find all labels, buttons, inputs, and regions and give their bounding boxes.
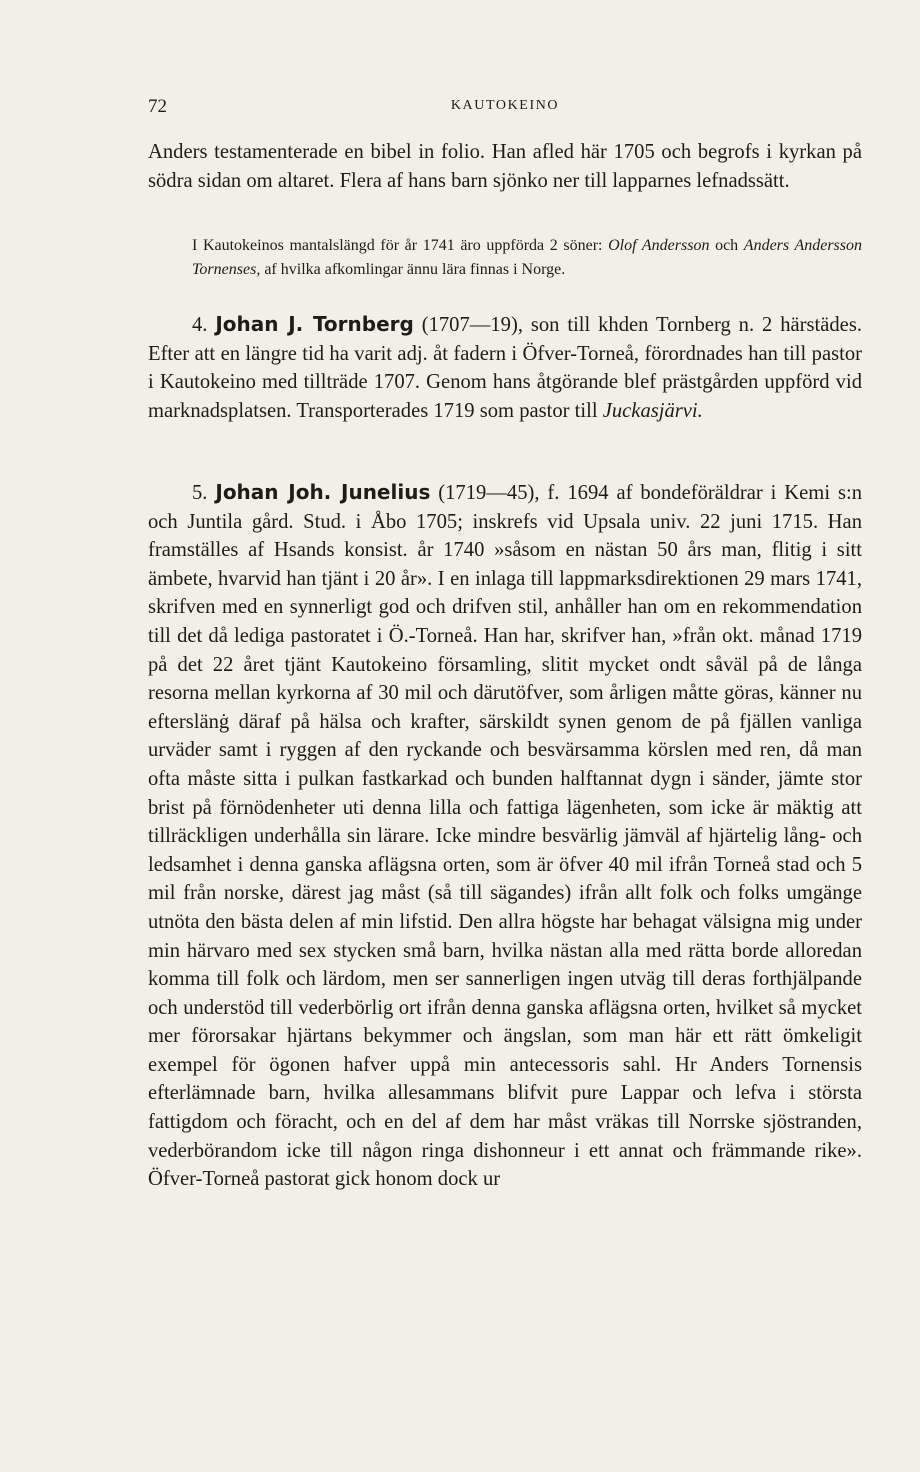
entry-5-text: (1719—45), f. 1694 af bondeföräldrar i Kemi s:n och Juntila gård. Stud. i Åbo 1705; inskrefs vid Upsala univ. 22 juni 1715. Han framställes af Hsands konsist. år 1740 »såsom en nästan 50 års man, flitig i sitt ämbete, hvarvid han tjänt i 20 år». I en inlaga till lappmarksdirektionen 29 mars 1741, skrifven med en synnerligt god och drifven stil, anhåller han om en rekommendation till det då lediga pastoratet i Ö.-Torneå. Han har, skrifver han, »från okt. månad 1719 på det 22 året tjänt Kautokeino församling, slitit mycket ondt såväl på de långa resorna mellan kyrkorna af 30 mil och därutöfver, som årligen måtte göras, känner nu efterslänġ däraf på hälsa och krafter, särskildt synen genom de på fjällen vanliga urväder samt i ryggen af den ryckande och besvärsamma körslen med ren, då man ofta måste sitta i pulkan fastkarkad och bunden halftannat dygn i sänder, jämte stor brist på förnödenheter uti denna lilla och fattiga lägenheten, som icke är mäktig att tillräckligen underhålla sin lärare. Icke mindre besvärlig jämväl af hjärtelig lång- och ledsamhet i denna ganska aflägsna orten, som är öfver 40 mil ifrån Torneå stad och 5 mil från norske, därest jag måst (så till sägandes) ifrån allt folk och folks umgänge utnöta den bästa delen af min lifstid. Den allra högste har behagat välsigna mig under min härvaro med sex stycken små barn, hvilka nästan alla med rätta borde alloredan komma till folk och lärdom, men ser sannerligen ingen utväg till deras forthjälpande och understöd till vederbörlig ort ifrån denna ganska aflägsna orten, hvilket så mycket mer förorsakar hjärtans bekymmer och ängslan, som man här ett rätt ömkeligit exempel för ögonen hafver uppå min antecessoris sahl. Hr Anders Tornensis efterlämnade barn, hvilka allesammans blifvit pure Lappar och lefva i största fattigdom och föracht, och en del af dem har måst vräkas till Norrske sjöstranden, vederbörandom icke till någon ringa dishonneur i ett annat och främmande rike». Öfver-Torneå pastorat gick honom dock ur [148, 482, 863, 1191]
entry-4-place: Juckasjärvi. [602, 399, 703, 422]
entry-4 [148, 310, 862, 425]
note-text-1: I Kautokeinos mantalslängd för år 1741 äro uppförda 2 söner: [192, 237, 609, 254]
note-text-3: af hvilka afkomlingar ännu lära finnas i Norge. [260, 261, 566, 279]
entry-5-number: 5. [192, 482, 208, 504]
entry-5 [148, 478, 862, 1194]
page-header [148, 96, 862, 120]
footnote-paragraph [192, 234, 862, 283]
running-head: KAUTOKEINO [450, 98, 560, 113]
entry-4-number: 4. [192, 314, 208, 336]
entry-5-name: Johan Joh. Junelius [215, 480, 431, 504]
paragraph-intro: Anders testamenterade en bibel in folio. Han afled här 1705 och begrofs i kyrkan på södra sidan om altaret. Flera af hans barn sjönko ner till lapparnes lefnadssätt. [148, 141, 862, 192]
note-name-olof: Olof Andersson [608, 237, 710, 254]
note-name-anders: Anders Andersson Tornenses, [192, 237, 863, 279]
note-text-2: och [709, 237, 744, 254]
entry-4-name: Johan J. Tornberg [215, 312, 414, 336]
entry-4-text: (1707—19), son till khden Tornberg n. 2 härstädes. Efter att en längre tid ha varit adj. åt fadern i Öfver-Torneå, förordnades han till pastor i Kautokeino med tillträde 1707. Genom hans åtgörande blef prästgården uppförd vid marknadsplatsen. Transporterades 1719 som pastor till [148, 314, 862, 422]
page-number: 72 [148, 96, 167, 117]
